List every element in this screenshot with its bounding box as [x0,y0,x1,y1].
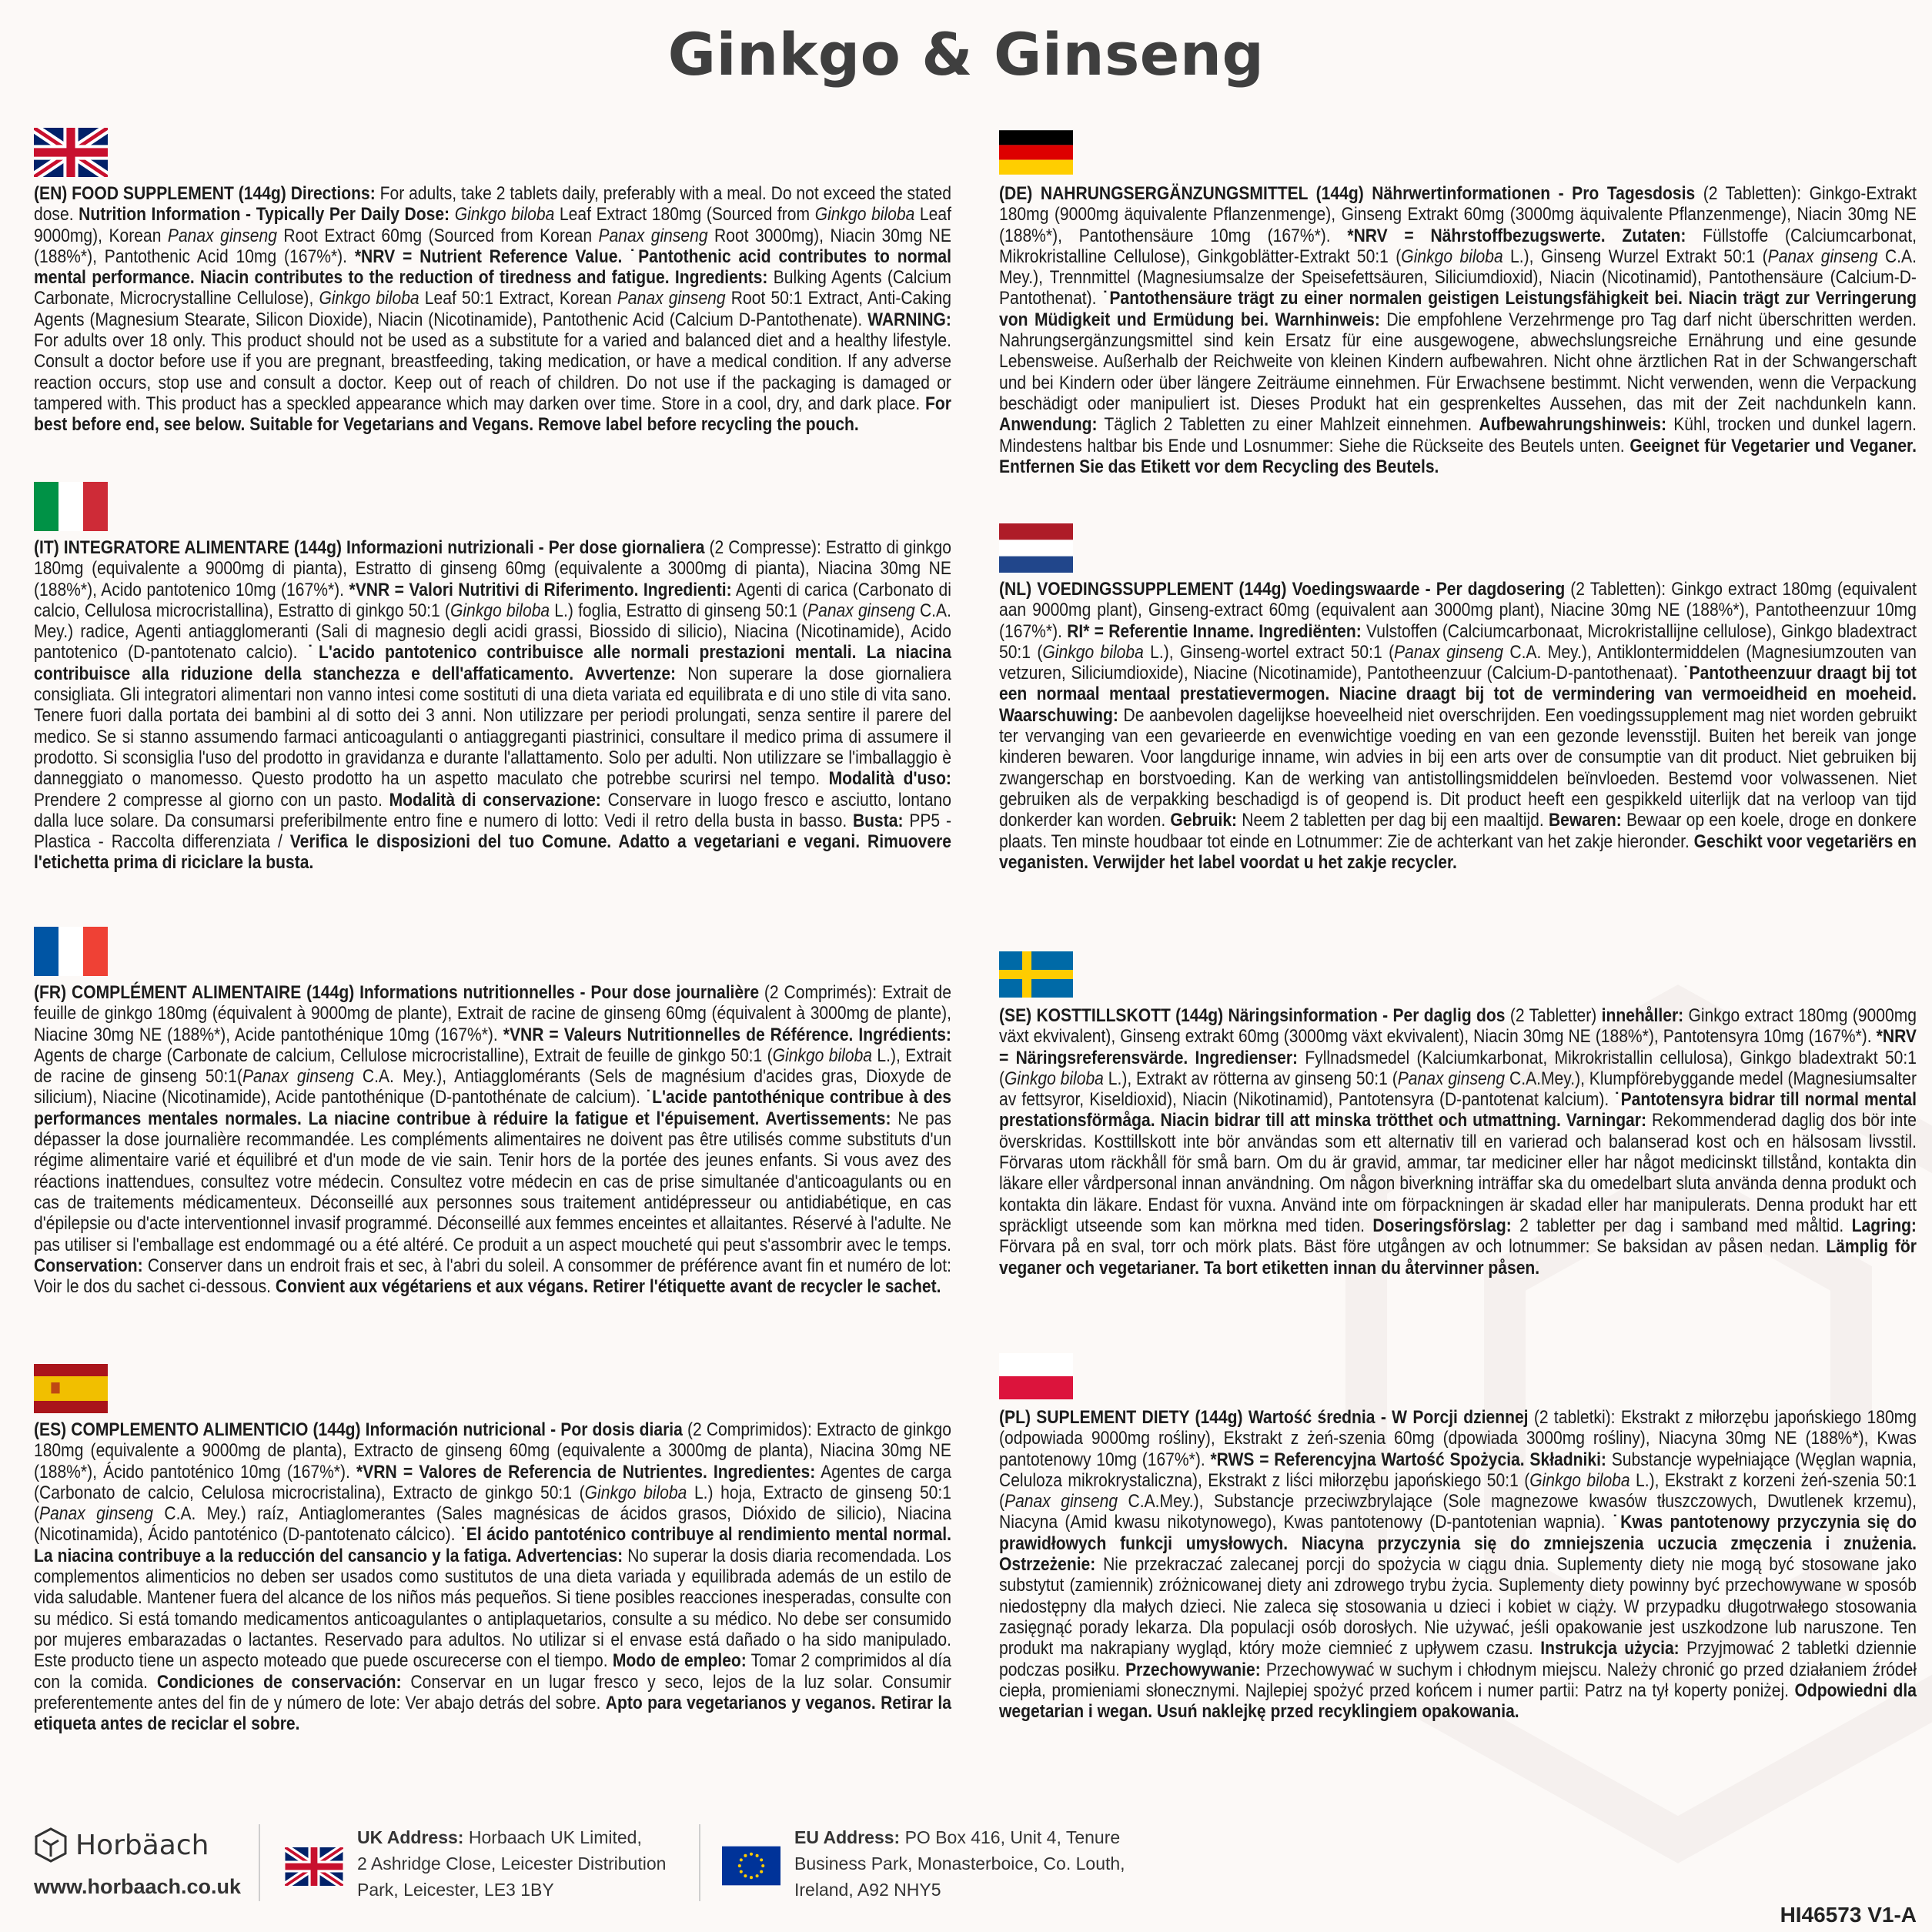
left-column [34,128,951,1734]
eu-address-line2: Business Park, Monasterboice, Co. Louth, [794,1853,1125,1874]
section-nl-text: (NL) VOEDINGSSUPPLEMENT (144g) Voedingswaarde - Per dagdosering (2 Tabletten): Ginkgo extract 180mg (equivalent aan 9000mg plant), Ginseng-extract 60mg (equivalent aan 3000mg plant), Niacine 30mg NE (188%*), Pantotheenzuur 10mg (167%*). RI* = Referentie Inname. Ingrediënten: Vulstoffen (Calciumcarbonaat, Microkristallijne cellulose), Ginkgo bladextract 50:1 (Ginkgo biloba L.), Ginseng-wortel extract 50:1 (Panax ginseng C.A. Mey.), Antiklontermiddelen (Magnesiumzouten van vetzuren, Siliciumdioxide), Niacine (Nicotinamide), Pantotheenzuur (Calcium-D-pantothenaat). ˙Pantotheenzuur draagt bij tot een normaal mentaal prestatievermogen. Niacine draagt bij tot de vermindering van vermoeidheid en moeheid. Waarschuwing: De aanbevolen dagelijkse hoeveelheid niet overschrijden. Een voedingssupplement mag niet worden gebruikt ter vervanging van een gevarieerde en evenwichtige voeding en van een gezonde levensstijl. Buiten het bereik van jonge kinderen bewaren. Voor langdurige inname, win advies in bij een arts over de consumptie van dit product. Niet gebruiken bij zwangerschap en borstvoeding. Kan de werking van antistollingsmiddelen beïnvloeden. Bestemd voor volwassenen. Niet gebruiken als de verpakking beschadigd is of geopend is. Dit product heeft een gespikkeld uiterlijk dat na verloop van tijd donkerder kan worden. Gebruik: Neem 2 tabletten per dag bij een maaltijd. Bewaren: Bewaar op een koele, droge en donkere plaats. Ten minste houdbaar tot einde en Lotnummer: Zie de achterkant van het zakje hieronder. Geschikt voor vegetariërs en veganisten. Verwijder het label voordat u het zakje recycler. [999,579,1917,873]
website-link[interactable]: www.horbaach.co.uk [34,1875,242,1898]
spain-flag-icon [34,1364,108,1413]
eu-address-label: EU Address: [794,1827,901,1847]
section-es-text: (ES) COMPLEMENTO ALIMENTICIO (144g) Información nutricional - Por dosis diaria (2 Comprimidos): Extracto de ginkgo 180mg (equivalente a 9000mg de planta), Extracto de ginseng 60mg (equivalente a 3000mg de planta), Niacina 30mg NE (188%*), Ácido pantoténico 10mg (167%*). *VRN = Valores de Referencia de Nutrientes. Ingredientes: Agentes de carga (Carbonato de calcio, Celulosa microcristalina), Extracto de ginkgo 50:1 (Ginkgo biloba L.) hoja, Extracto de ginseng 50:1 (Panax ginseng C.A. Mey.) raíz, Antiaglomerantes (Sales magnésicas de ácidos grasos, Dióxido de silicio), Niacina (Nicotinamida), Ácido pantoténico (D-pantotenato cálcico). ˙El ácido pantoténico contribuye al rendimiento mental normal. La niacina contribuye a la reducción del cansancio y la fatiga. Advertencias: No superar la dosis diaria recomendada. Los complementos alimenticios no deben ser usados como sustitutos de una dieta variada y equilibrada además de un estilo de vida saludable. Mantener fuera del alcance de los niños más pequeños. Si tiene posibles reacciones inesperadas, consulte con su médico. Si está tomando medicamentos anticoagulantes o antiplaquetarios, consulte a su médico. No debe ser consumido por mujeres embarazadas o lactantes. Reservado para adultos. No utilizar si el envase está dañado o ha sido manipulado. Este producto tiene un aspecto moteado que puede oscurecerse con el tiempo. Modo de empleo: Tomar 2 comprimidos al día con la comida. Condiciones de conservación: Conservar en un lugar fresco y seco, lejos de la luz solar. Consumir preferentemente antes del fin de y número de lote: Ver abajo detrás del sobre. Apto para vegetarianos y veganos. Retirar la etiqueta antes de reciclar el sobre. [34,1419,951,1735]
uk-flag-icon [285,1847,343,1886]
eu-address-line3: Ireland, A92 NHY5 [794,1880,941,1900]
uk-address-line2: 2 Ashridge Close, Leicester Distribution [357,1853,667,1874]
uk-address-line1: Horbaach UK Limited, [463,1827,642,1847]
uk-flag-icon [34,128,108,177]
section-se-text: (SE) KOSTTILLSKOTT (144g) Näringsinformation - Per daglig dos (2 Tabletter) innehåller: Ginkgo extract 180mg (9000mg växt ekvivalent), Ginseng extrakt 60mg (3000mg växt ekvivalent), Niacin 30mg NE (188%*), Pantotensyra 10mg (167%*). *NRV = Näringsreferensvärde. Ingredienser: Fyllnadsmedel (Kalciumkarbonat, Mikrokristallin cellulosa), Ginkgo bladextrakt 50:1 (Ginkgo biloba L.), Extrakt av rötterna av ginseng 50:1 (Panax ginseng C.A.Mey.), Klumpförebyggande medel (Magnesiumsalter av fettsyror, Kiseldioxid), Niacin (Nikotinamid), Pantotensyra (D-pantotenat kalcium). ˙Pantotensyra bidrar till normal mental prestationsförmåga. Niacin bidrar till att minska trötthet och utmattning. Varningar: Rekommenderad daglig dos bör inte överskridas. Kosttillskott inte bör användas som ett alternativ till en varierad och balanserad kost och en hälsosam livsstil. Förvaras utom räckhåll för små barn. Om du är gravid, ammar, tar mediciner eller har något medicinskt tillstånd, kontakta din läkare eller vårdpersonal innan användning. Om någon biverkning inträffar ska du omedelbart sluta använda denna produkt och kontakta din läkare. Endast för vuxna. Använd inte om förpackningen är skadad eller har manipulerats. Denna produkt har ett spräckligt utseende som kan mörkna med tiden. Doseringsförslag: 2 tabletter per dag i samband med måltid. Lagring: Förvara på en sval, torr och mörk plats. Bäst före utgången av och lotnummer: Se baksidan av påsen nedan. Lämplig för veganer och vegetarianer. Ta bort etiketten innan du återvinner påsen. [999,1005,1917,1279]
footer-divider [699,1824,700,1901]
section-en-text: (EN) FOOD SUPPLEMENT (144g) Directions: For adults, take 2 tablets daily, preferably with a meal. Do not exceed the stated dose. Nutrition Information - Typically Per Daily Dose: Ginkgo biloba Leaf Extract 180mg (Sourced from Ginkgo biloba Leaf 9000mg), Korean Panax ginseng Root Extract 60mg (Sourced from Korean Panax ginseng Root 3000mg), Niacin 30mg NE (188%*), Pantothenic Acid 10mg (167%*). *NRV = Nutrient Reference Value. ˙Pantothenic acid contributes to normal mental performance. Niacin contributes to the reduction of tiredness and fatigue. Ingredients: Bulking Agents (Calcium Carbonate, Microcrystalline Cellulose), Ginkgo biloba Leaf 50:1 Extract, Korean Panax ginseng Root 50:1 Extract, Anti-Caking Agents (Magnesium Stearate, Silicon Dioxide), Niacin (Nicotinamide), Pantothenic Acid (Calcium D-Pantothenate). WARNING: For adults over 18 only. This product should not be used as a substitute for a varied and balanced diet and a healthy lifestyle. Consult a doctor before use if you are pregnant, breastfeeding, taking medication, or have a medical condition. If any adverse reaction occurs, stop use and consult a doctor. Keep out of reach of children. Do not use if the packaging is damaged or tampered with. This product has a speckled appearance which may darken over time. Store in a cool, dry, and dark place. For best before end, see below. Suitable for Vegetarians and Vegans. Remove label before recycling the pouch. [34,183,951,436]
brand-name: Horbäach [75,1829,209,1861]
section-de-text: (DE) NAHRUNGSERGÄNZUNGSMITTEL (144g) Nährwertinformationen - Pro Tagesdosis (2 Tabletten): Ginkgo-Extrakt 180mg (9000mg äquivalente Pflanzenmenge), Ginseng Extrakt 60mg (3000mg äquivalente Pflanzenmenge), Niacin 30mg NE (188%*), Pantothensäure 10mg (167%*). *NRV = Nährstoffbezugswerte. Zutaten: Füllstoffe (Calciumcarbonat, Mikrokristalline Cellulose), Ginkgoblätter-Extrakt 50:1 (Ginkgo biloba L.), Ginseng Wurzel Extrakt 50:1 (Panax ginseng C.A. Mey.), Trennmittel (Magnesiumsalze der Speisefettsäuren, Siliciumdioxid), Niacin (Nicotinamid), Pantothensäure (Calcium-D-Pantothenat). ˙Pantothensäure trägt zu einer normalen geistigen Leistungsfähigkeit bei. Niacin trägt zur Verringerung von Müdigkeit und Ermüdung bei. Warnhinweis: Die empfohlene Verzehrmenge pro Tag darf nicht überschritten werden. Nahrungsergänzungsmittel sind kein Ersatz für eine ausgewogene, abwechslungsreiche Ernährung und eine gesunde Lebensweise. Außerhalb der Reichweite von kleinen Kindern aufbewahren. Nicht ohne ärztlichen Rat in der Schwangerschaft und bei Kindern oder über längere Zeiträume einnehmen. Für Erwachsene bestimmt. Nicht verwenden, wenn die Verpackung beschädigt oder manipuliert ist. Dieses Produkt hat ein gesprenkeltes Aussehen, das mit der Zeit nachdunkeln kann. Anwendung: Täglich 2 Tabletten zu einer Mahlzeit einnehmen. Aufbewahrungshinweis: Kühl, trocken und dunkel lagern. Mindestens haltbar bis Ende und Losnummer: Siehe die Rückseite des Beutels unten. Geeignet für Vegetarier und Veganer. Entfernen Sie das Etikett vor dem Recycling des Beutels. [999,183,1917,477]
footer-divider [259,1824,260,1901]
germany-flag-icon [999,128,1073,177]
uk-address-label: UK Address: [357,1827,464,1847]
product-code: HI46573 V1-A [1780,1903,1917,1927]
poland-flag-icon [999,1352,1073,1401]
footer [0,1817,1932,1932]
section-es [34,1364,951,1734]
uk-address [357,1824,666,1903]
eu-address-line1: PO Box 416, Unit 4, Tenure [900,1827,1121,1847]
netherlands-flag-icon [999,523,1073,573]
section-fr-text: (FR) COMPLÉMENT ALIMENTAIRE (144g) Informations nutritionnelles - Pour dose journalière (2 Comprimés): Extrait de feuille de ginkgo 180mg (équivalent à 9000mg de plante), Extrait de racine de ginseng 60mg (équivalent à 3000mg de plante), Niacine 30mg NE (188%*), Acide pantothénique 10mg (167%*). *VNR = Valeurs Nutritionnelles de Référence. Ingrédients: Agents de charge (Carbonate de calcium, Cellulose microcristalline), Extrait de feuille de ginkgo 50:1 (Ginkgo biloba L.), Extrait de racine de ginseng 50:1(Panax ginseng C.A. Mey.), Antiagglomérants (Sels de magnésium d'acides gras, Dioxyde de silicium), Niacine (Nicotinamide), Acide pantothénique (D-pantothénate de calcium). ˙L'acide pantothénique contribue à des performances mentales normales. La niacine contribue à réduire la fatigue et l'épuisement. Avertissements: Ne pas dépasser la dose journalière recommandée. Les compléments alimentaires ne doivent pas être utilisés comme substituts d'un régime alimentaire varié et équilibré et d'un mode de vie sain. Tenir hors de la portée des jeunes enfants. Si vous avez des réactions inattendues, consultez votre médecin. Consultez votre médecin en cas de prise simultanée d'anticoagulants ou en cas de traitements médicamenteux. Déconseillé aux personnes sous traitement antidépresseur ou antidiabétique, en cas d'épilepsie ou d'acte interventionnel invasif programmé. Déconseillé aux femmes enceintes et allaitantes. Réservé à l'adulte. Ne pas utiliser si l'emballage est endommagé ou a été altéré. Ce produit a un aspect moucheté qui peut s'assombrir avec le temps. Conservation: Conserver dans un endroit frais et sec, à l'abri du soleil. A consommer de préférence avant fin et numéro de lot: Voir le dos du sachet ci-dessous. Convient aux végétariens et aux végans. Retirer l'étiquette avant de recycler le sachet. [34,982,951,1298]
section-it-text: (IT) INTEGRATORE ALIMENTARE (144g) Informazioni nutrizionali - Per dose giornaliera (2 Compresse): Estratto di ginkgo 180mg (equivalente a 9000mg di pianta), Estratto di ginseng 60mg (equivalente a 3000mg di pianta), Niacina 30mg NE (188%*), Acido pantotenico 10mg (167%*). *VNR = Valori Nutritivi di Riferimento. Ingredienti: Agenti di carica (Carbonato di calcio, Cellulosa microcristallina), Estratto di ginkgo 50:1 (Ginkgo biloba L.) foglia, Estratto di ginseng 50:1 (Panax ginseng C.A. Mey.) radice, Agenti antiagglomeranti (Sali di magnesio degli acidi grassi, Biossido di silicio), Niacina (Nicotinamide), Acido pantotenico (D-pantotenato calcio). ˙L'acido pantotenico contribuisce alle normali prestazioni mentali. La niacina contribuisce alla riduzione della stanchezza e dell'affaticamento. Avvertenze: Non superare la dose giornaliera consigliata. Gli integratori alimentari non vanno intesi come sostituti di una dieta variata ed equilibrata e di uno stile di vita sano. Tenere fuori dalla portata dei bambini al di sotto dei 3 anni. Non utilizzare per periodi prolungati, senza sentire il parere del medico. Se si stanno assumendo farmaci anticoagulanti o antiaggreganti piastrinici, consultare il medico prima di assumere il prodotto. Si sconsiglia l'uso del prodotto in gravidanza e durante l'allattamento. Solo per adulti. Non utilizzare se l'imballaggio è danneggiato o manomesso. Questo prodotto ha un aspetto maculato che potrebbe scurirsi nel tempo. Modalità d'uso: Prendere 2 compresse al giorno con un pasto. Modalità di conservazione: Conservare in luogo fresco e asciutto, lontano dalla luce solare. Da consumarsi preferibilmente entro fine e numero di lotto: Vedi il retro della busta in basso. Busta: PP5 - Plastica - Raccolta differenziata / Verifica le disposizioni del tuo Comune. Adatto a vegetariani e vegani. Rimuovere l'etichetta prima di riciclare la busta. [34,537,951,874]
section-it [34,482,951,927]
section-fr [34,927,951,1364]
section-nl [999,523,1917,950]
eu-flag-icon [722,1846,780,1886]
section-se [999,950,1917,1352]
horbaach-hexagon-logo-icon [34,1827,68,1863]
page-title: Ginkgo & Ginseng [667,20,1265,89]
sweden-flag-icon [999,950,1073,999]
section-de [999,128,1917,523]
eu-address [794,1824,1125,1903]
right-column [999,128,1917,1722]
brand-logo [34,1827,209,1863]
section-en [34,128,951,482]
france-flag-icon [34,927,108,976]
section-pl [999,1352,1917,1722]
section-pl-text: (PL) SUPLEMENT DIETY (144g) Wartość średnia - W Porcji dziennej (2 tabletki): Ekstrakt z miłorzębu japońskiego 180mg (odpowiada 9000mg rośliny), Ekstrakt z żeń-szenia 60mg (dpowiada 3000mg rośliny), Niacyna 30mg NE (188%*), Kwas pantotenowy 10mg (167%*). *RWS = Referencyjna Wartość Spożycia. Składniki: Substancje wypełniające (Węglan wapnia, Celuloza mikrokrystaliczna), Ekstrakt z liści miłorzębu japońskiego 50:1 (Ginkgo biloba L.), Ekstrakt z korzeni żeń-szenia 50:1 (Panax ginseng C.A.Mey.), Substancje przeciwzbrylające (Sole magnezowe kwasów tłuszczowych, Dwutlenek krzemu), Niacyna (Amid kwasu nikotynowego), Kwas pantotenowy (D-pantotenian wapnia). ˙Kwas pantotenowy przyczynia się do prawidłowych funkcji umysłowych. Niacyna przyczynia się do zmniejszenia uczucia zmęczenia i znużenia. Ostrzeżenie: Nie przekraczać zalecanej porcji do spożycia w ciągu dnia. Suplementy diety nie mogą być stosowane jako substytut (zamiennik) zróżnicowanej diety ani zdrowego trybu życia. Suplementy diety powinny być przechowywane w sposób niedostępny dla małych dzieci. Nie zaleca się stosowania u dzieci i kobiet w ciąży. W przypadku długotrwałego stosowania zasięgnąć porady lekarza. Dla populacji osób dorosłych. Nie używać, jeśli opakowanie jest uszkodzone lub naruszone. Ten produkt ma nakrapiany wygląd, który może ciemnieć z upływem czasu. Instrukcja użycia: Przyjmować 2 tabletki dziennie podczas posiłku. Przechowywanie: Przechowywać w suchym i chłodnym miejscu. Należy chronić go przed działaniem źródeł ciepła, promieniami słonecznymi. Najlepiej spożyć przed końcem i numer partii: Patrz na tył koperty poniżej. Odpowiedni dla wegetarian i wegan. Usuń naklejkę przed recyklingiem opakowania. [999,1407,1917,1723]
uk-address-line3: Park, Leicester, LE3 1BY [357,1880,554,1900]
italy-flag-icon [34,482,108,531]
